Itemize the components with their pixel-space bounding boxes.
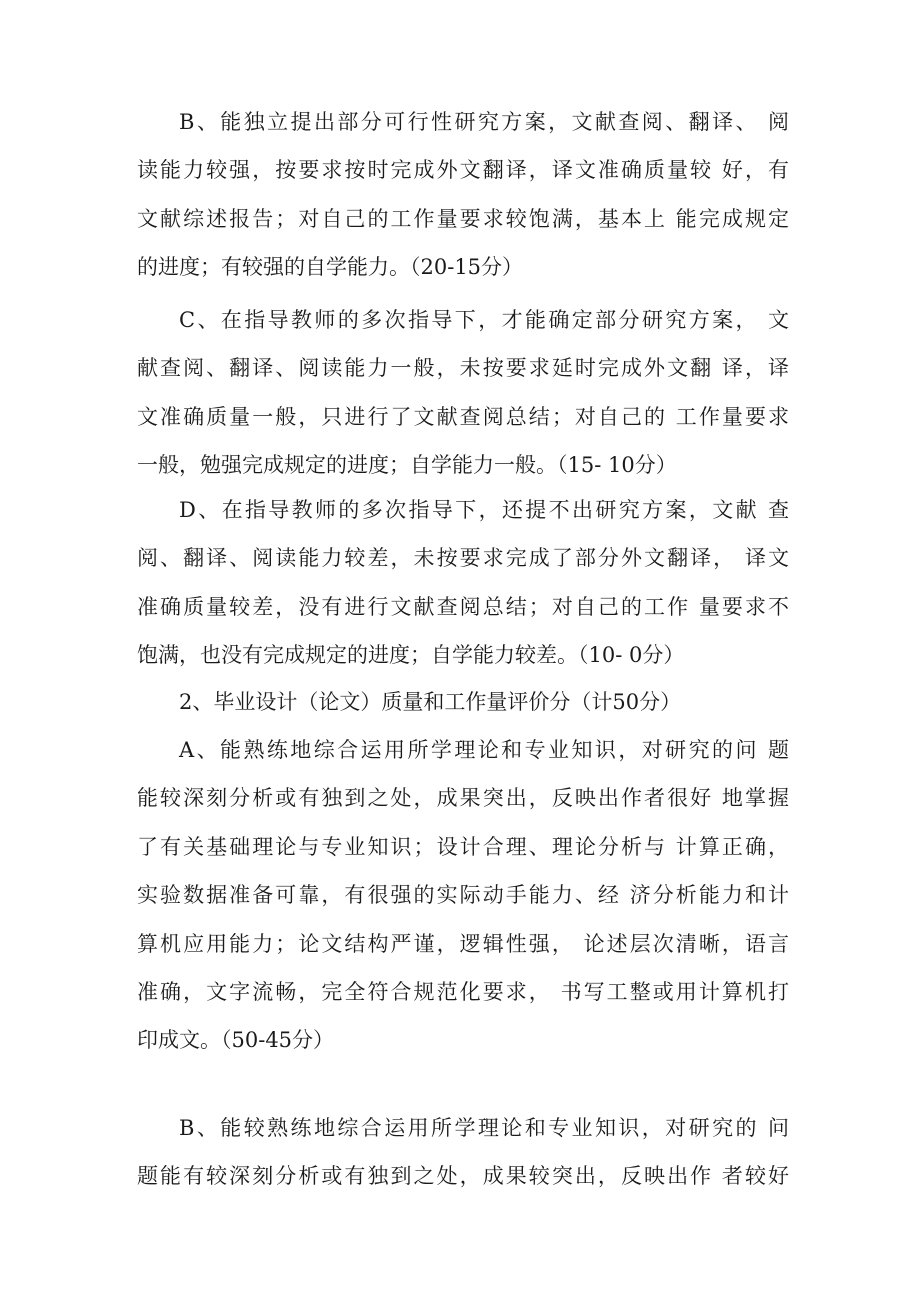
text-line: 献查阅、翻译、阅读能力一般，未按要求延时完成外文翻 译，译 — [137, 356, 789, 381]
text-line: 文献综述报告；对自己的工作量要求较饱满，基本上 能完成规定 — [137, 206, 789, 231]
text-line: 文准确质量一般，只进行了文献查阅总结；对自己的 工作量要求 — [137, 404, 789, 429]
text-line: B、能较熟练地综合运用所学理论和专业知识，对研究的 问 — [179, 1116, 789, 1140]
text-line: 一般，勉强完成规定的进度；自学能力一般。（15- 10分） — [137, 453, 677, 478]
text-line: 了有关基础理论与专业知识；设计合理、理论分析与 计算正确， — [137, 834, 789, 859]
paragraph-grade-a-quality — [137, 726, 789, 1065]
text-line: C、在指导教师的多次指导下，才能确定部分研究方案， 文 — [179, 308, 789, 332]
text-line: 算机应用能力；论文结构严谨，逻辑性强， 论述层次清晰，语言 — [137, 931, 789, 956]
text-line: 印成文。（50-45分） — [137, 1028, 335, 1053]
paragraph-grade-d-research — [137, 486, 789, 680]
paragraph-grade-b-research — [137, 98, 789, 292]
text-line: 准确质量较差，没有进行文献查阅总结；对自己的工作 量要求不 — [137, 594, 789, 619]
text-line: D、在指导教师的多次指导下，还提不出研究方案，文献 查 — [179, 498, 789, 522]
text-line: 饱满，也没有完成规定的进度；自学能力较差。（10- 0分） — [137, 643, 685, 668]
text-line: 能较深刻分析或有独到之处，成果突出，反映出作者很好 地掌握 — [137, 786, 789, 811]
text-line: B、能独立提出部分可行性研究方案，文献查阅、翻译、 阅 — [179, 110, 789, 134]
text-line: 阅、翻译、阅读能力较差，未按要求完成了部分外文翻译， 译文 — [137, 546, 789, 571]
section-heading-quality-workload — [137, 678, 789, 726]
section-heading: 2、毕业设计（论文）质量和工作量评价分（计50分） — [179, 690, 682, 714]
text-line: A、能熟练地综合运用所学理论和专业知识，对研究的问 题 — [179, 738, 789, 762]
text-line: 的进度；有较强的自学能力。（20-15分） — [137, 255, 524, 280]
text-line: 题能有较深刻分析或有独到之处，成果较突出，反映出作 者较好 — [137, 1164, 789, 1189]
text-line: 实验数据准备可靠，有很强的实际动手能力、经 济分析能力和计 — [137, 883, 789, 908]
text-line: 读能力较强，按要求按时完成外文翻译，译文准确质量较 好，有 — [137, 158, 789, 183]
text-line: 准确，文字流畅，完全符合规范化要求， 书写工整或用计算机打 — [137, 979, 789, 1004]
paragraph-grade-b-quality — [137, 1104, 789, 1201]
paragraph-grade-c-research — [137, 296, 789, 490]
